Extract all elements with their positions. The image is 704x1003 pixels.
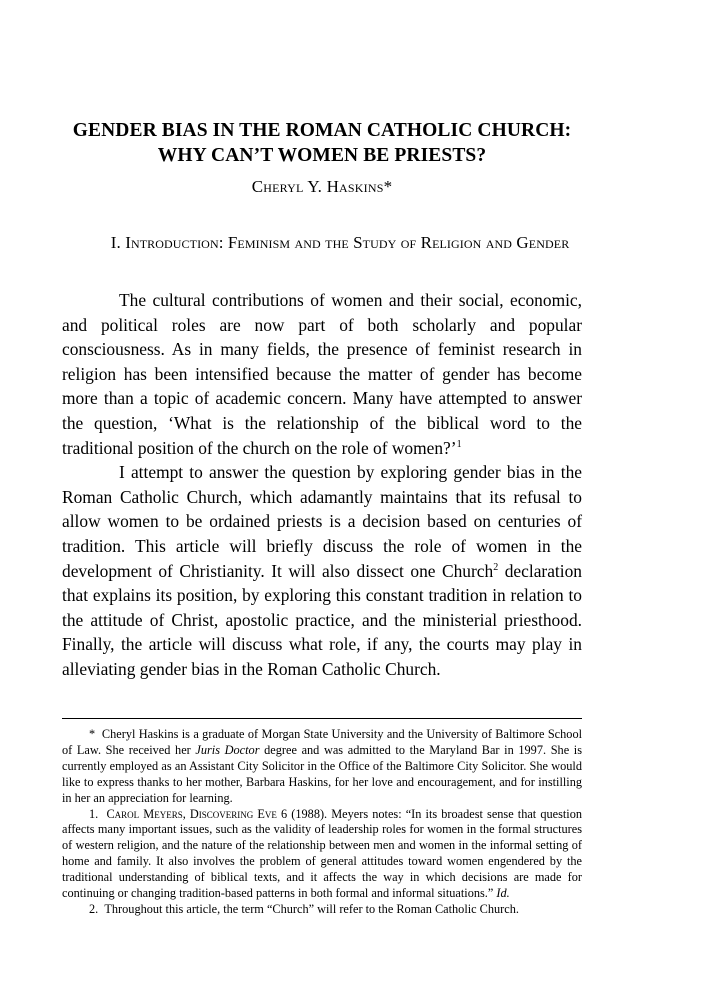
footnote-1-marker: 1. <box>89 806 99 821</box>
section-number: I. <box>110 233 121 252</box>
footnote-2-text: Throughout this article, the term “Church” will refer to the Roman Catholic Church. <box>104 901 519 916</box>
paragraph-2-text-b: declaration that explains its position, by exploring this constant tradition in relation to the attitude of Christ, apostolic practice, and the ministerial priesthood. Finally, the article will discuss what role, if any, the courts may play in alleviating gender bias in the Roman Catholic Church. <box>62 560 582 679</box>
footnote-star-marker: * <box>89 727 96 741</box>
footnote-1 <box>62 807 582 902</box>
footnote-1-text-a: 6 (1988). Meyers notes: “In its broadest sense that question affects many important issues, such as the validity of leadership roles for women in the formal structures of western religion, and the nature of the relationship between men and women in the informal setting of home and family. It also involves the problem of general attitudes toward women engendered by the traditional understanding of biblical texts, and it affects the way in which decisions are made for continuing or changing tradition-based patterns in both formal and informal situations.” <box>62 806 582 901</box>
footnote-2 <box>62 902 582 918</box>
footnote-star-text-b: degree and was admitted to the Maryland Bar in 1997. She is currently employed as an Assistant City Solicitor in the Office of the Baltimore City Solicitor. She would like to express thanks to her mother, Barbara Haskins, for her love and encouragement, and for instilling in her an appreciation for learning. <box>62 742 582 805</box>
paragraph-1-text: The cultural contributions of women and their social, economic, and political roles are now part of both scholarly and popular consciousness. As in many fields, the presence of feminist research in religion has been intensified because the matter of gender has become more than a topic of academic concern. Many have attempted to answer the question, ‘What is the relationship of the biblical word to the traditional position of the church on the role of women?’ <box>62 290 582 458</box>
footnote-star <box>62 727 582 807</box>
footnote-star-italic: Juris Doctor <box>195 742 260 757</box>
paragraph-2 <box>62 460 582 681</box>
author-name: Cheryl Y. Haskins* <box>251 177 393 196</box>
footnote-star-text-a: Cheryl Haskins is a graduate of Morgan State University and the University of Baltimore School of Law. She received her <box>62 727 583 757</box>
footnote-ref-2: 2 <box>493 561 499 573</box>
footnote-ref-1: 1 <box>456 438 462 450</box>
paragraph-1 <box>62 288 582 460</box>
footnote-2-marker: 2. <box>89 901 99 916</box>
footnotes <box>62 727 582 918</box>
footnote-1-citation: Carol Meyers, Discovering Eve <box>106 806 277 821</box>
section-heading <box>80 231 600 255</box>
footnote-1-italic: Id. <box>496 886 510 901</box>
footnote-divider <box>62 718 582 719</box>
section-title: Introduction: Feminism and the Study of Religion and Gender <box>125 233 570 252</box>
article-title: GENDER BIAS IN THE ROMAN CATHOLIC CHURCH: WHY CAN’T WOMEN BE PRIESTS? <box>72 120 572 166</box>
paragraph-2-text-a: I attempt to answer the question by exploring gender bias in the Roman Catholic Church, which adamantly maintains that its refusal to allow women to be ordained priests is a decision based on centuries of tradition. This article will briefly discuss the role of women in the development of Christianity. It will also dissect one Church <box>62 462 582 581</box>
body-text <box>62 288 582 682</box>
